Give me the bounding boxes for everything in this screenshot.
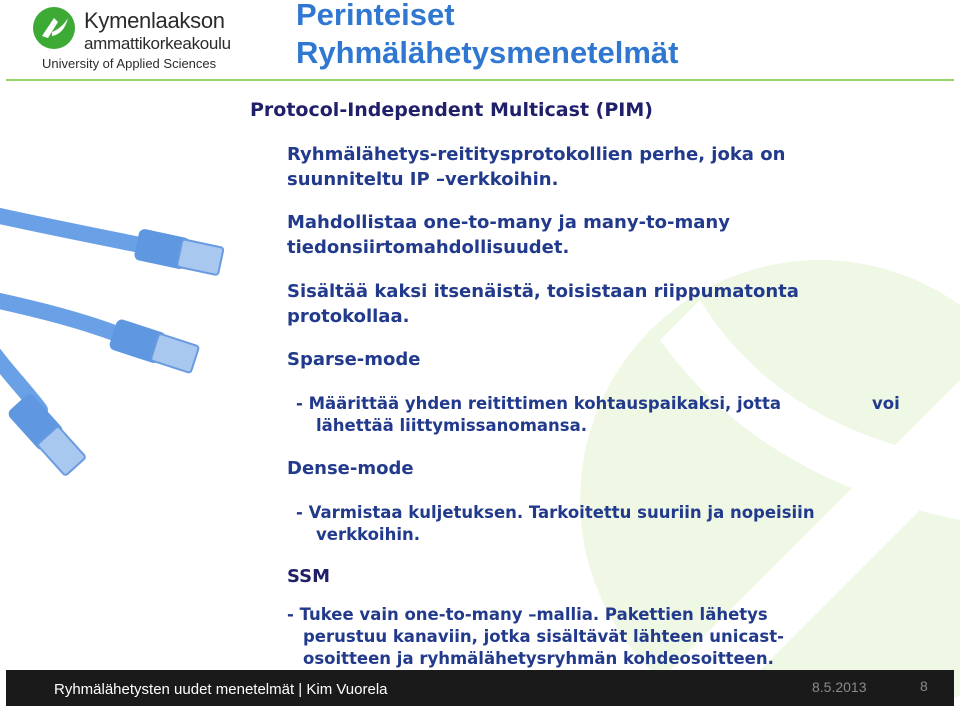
dense-mode-heading: Dense-mode [287,458,414,479]
p1-line1: Ryhmälähetys-reititysprotokollien perhe, joka on [287,144,786,165]
sparse-mode-heading: Sparse-mode [287,349,421,370]
school-logo [14,2,231,72]
logo-name-line2: ammattikorkeakoulu [84,34,231,53]
ssm-line2: perustuu kanaviin, jotka sisältävät lähteen unicast- [303,627,784,646]
p3-line2: protokollaa. [287,306,410,327]
title-line2: Ryhmälähetysmenetelmät [296,35,679,70]
title-line1: Perinteiset [296,0,455,32]
sparse-line1: - Määrittää yhden reitittimen kohtauspaikaksi, jotta [296,394,781,413]
logo-leaf-icon [32,6,76,50]
p1-line2: suunniteltu IP –verkkoihin. [287,169,559,190]
title-divider [6,79,954,81]
dense-line2: verkkoihin. [316,525,420,544]
p2-line2: tiedonsiirtomahdollisuudet. [287,237,570,258]
dense-line1: - Varmistaa kuljetuksen. Tarkoitettu suuriin ja nopeisiin [296,503,815,522]
logo-name-line1: Kymenlaakson [84,8,225,33]
ssm-line1: - Tukee vain one-to-many –mallia. Pakettien lähetys [287,605,768,624]
slide-title [296,0,936,72]
footer-title: Ryhmälähetysten uudet menetelmät | Kim Vuorela [54,681,388,698]
bullet-paragraph-1 [287,142,927,192]
ssm-line3: osoitteen ja ryhmälähetysryhmän kohdeosoitteen. [303,649,774,668]
footer-date: 8.5.2013 [812,679,867,695]
sparse-mode-description [296,393,856,437]
bullet-paragraph-2 [287,210,927,260]
logo-name-line3: University of Applied Sciences [42,56,217,71]
bullet-paragraph-3 [287,279,927,329]
p3-line1: Sisältää kaksi itsenäistä, toisistaan riippumatonta [287,281,799,302]
sparse-line1-tail: voi [872,394,900,413]
ssm-description [287,604,887,670]
page-number: 8 [920,678,928,694]
network-cables-image [0,215,224,477]
ssm-heading: SSM [287,566,331,587]
slide-footer [0,670,960,706]
dense-mode-description [296,502,916,546]
p2-line1: Mahdollistaa one-to-many ja many-to-many [287,212,730,233]
sparse-line2: lähettää liittymissanomansa. [316,416,588,435]
section-subtitle: Protocol-Independent Multicast (PIM) [250,99,653,121]
